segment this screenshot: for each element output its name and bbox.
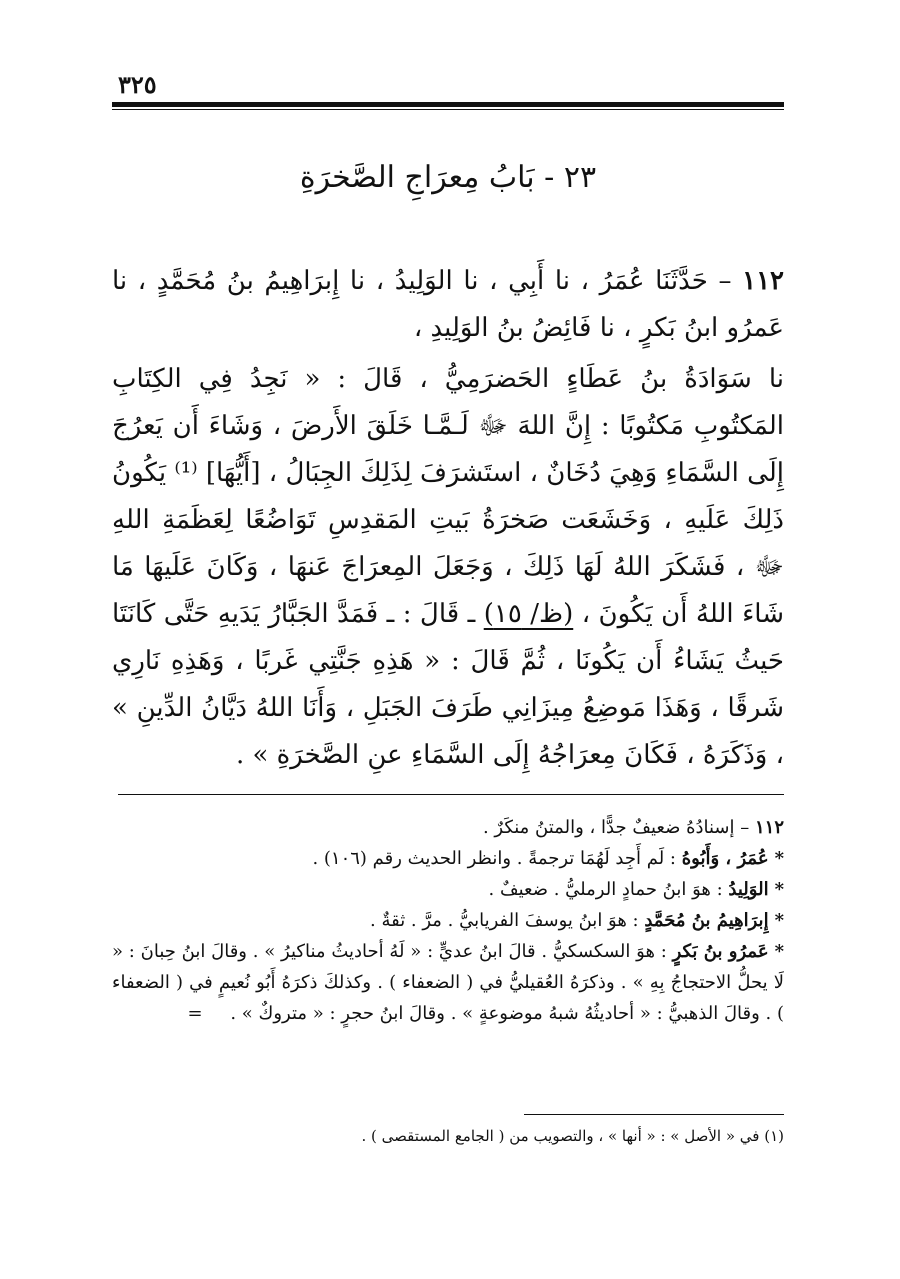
- notes-divider: [118, 794, 784, 795]
- chapter-number: ٢٣: [563, 160, 597, 195]
- hadith-dash: –: [707, 266, 732, 296]
- note-item: [112, 874, 784, 905]
- footnote-divider: [524, 1114, 784, 1115]
- hadith-body: [112, 258, 784, 779]
- note-item: [112, 936, 784, 1029]
- note-star: *: [774, 879, 784, 900]
- note-narrator-name: الوَلِيدُ: [728, 879, 769, 900]
- chapter-dash: -: [534, 160, 555, 195]
- hadith-text-paragraph: [112, 356, 784, 779]
- hadith-text-part2: ـ قَالَ : ـ فَمَدَّ الجَبَّارُ يَدَيهِ حَتَّى كَانَتَا حَيثُ يَشَاءُ أَن يَكُونَا ، ثُمَّ قَالَ : « هَذِهِ جَنَّتِي غَربًا ، وَهَذِهِ نَارِي شَرقًا ، وَهَذَا مَوضِعُ مِيزَانِي طَرَفَ الجَبَلِ ، وَأَنَا اللهُ دَيَّانُ الدِّينِ » ، وَذَكَرَهُ ، فَكَانَ مِعرَاجُهُ إِلَى السَّمَاءِ عنِ الصَّخرَةِ » .: [112, 599, 784, 770]
- note-dash: –: [734, 817, 750, 838]
- note-narrator-name: عَمرُو بنُ بَكرٍ: [672, 941, 769, 962]
- note-narrator-text: : هوَ ابنُ حمادٍ الرمليُّ . ضعيفٌ .: [488, 879, 723, 900]
- note-star: *: [774, 848, 784, 869]
- note-item: [112, 843, 784, 874]
- chapter-title: [112, 160, 784, 195]
- note-item: [112, 905, 784, 936]
- note-narrator-name: عُمَرُ ، وَأَبُوهُ: [681, 848, 769, 869]
- note-star: *: [774, 910, 784, 931]
- note-narrator-text: : هوَ ابنُ يوسفَ الفريابيُّ . مرَّ . ثقةٌ .: [370, 910, 639, 931]
- footnote: (١) في « الأصل » : « أنها » ، والتصويب من ( الجامع المستقصى ) .: [361, 1127, 784, 1145]
- continuation-mark: =: [187, 1003, 203, 1024]
- hadith-number: ١١٢: [742, 266, 785, 296]
- note-grade-line: [112, 812, 784, 843]
- commentary-notes: [112, 812, 784, 1029]
- note-star: *: [774, 941, 784, 962]
- manuscript-reference: (ظ/ ١٥): [483, 599, 574, 629]
- note-grade: إسنادُهُ ضعيفٌ جدًّا ، والمتنُ منكَرٌ .: [482, 817, 735, 838]
- hadith-chain: حَدَّثَنَا عُمَرُ ، نا أَبِي ، نا الوَلِيدُ ، نا إِبرَاهِيمُ بنُ مُحَمَّدٍ ، نا عَمرُو ابنُ بَكرٍ ، نا فَائِضُ بنُ الوَلِيدِ ،: [112, 266, 784, 343]
- note-narrator-text: : هوَ السكسكيُّ . قالَ ابنُ عديٍّ : « لَهُ أحاديثُ مناكيرُ » . وقالَ ابنُ حِبانَ : « لَا يحلُّ الاحتجاجُ بِهِ » . وذكرَهُ العُقيليُّ في ( الضعفاء ) . وكذلكَ ذكرَهُ أَبُو نُعيمٍ في ( الضعفاء ) . وقالَ الذهبيُّ : « أحاديثُهُ شبهُ موضوعةٍ » . وقالَ ابنُ حجرٍ : « متروكٌ » .: [112, 941, 784, 1024]
- note-narrator-text: : لَم أَجِد لَهُمَا ترجمةً . وانظر الحديث رقم (١٠٦) .: [312, 848, 676, 869]
- hadith-chain-paragraph: [112, 258, 784, 352]
- chapter-name: بَابُ مِعرَاجِ الصَّخرَةِ: [299, 160, 535, 195]
- page-number: ٣٢٥: [118, 70, 157, 99]
- hadith-text-part1: نا سَوَادَةُ بنُ عَطَاءٍ الحَضرَمِيُّ ، قَالَ : « نَجِدُ فِي الكِتَابِ المَكتُوبِ مَكتُوبًا : إِنَّ اللهَ ﷻ لَـمَّـا خَلَقَ الأَرضَ ، وَشَاءَ أَن يَعرُجَ إِلَى السَّمَاءِ وَهِيَ دُخَانٌ ، استَشرَفَ لِذَلِكَ الجِبَالُ ، [أَيُّهَا] ⁽¹⁾ يَكُونُ ذَلِكَ عَلَيهِ ، وَخَشَعَت صَخرَةُ بَيتِ المَقدِسِ تَوَاضُعًا لِعَظَمَةِ اللهِ ﷻ ، فَشَكَرَ اللهُ لَهَا ذَلِكَ ، وَجَعَلَ المِعرَاجَ عَنهَا ، وَكَانَ عَلَيهَا مَا شَاءَ اللهُ أَن يَكُونَ ،: [112, 364, 785, 629]
- note-narrator-name: إِبرَاهِيمُ بنُ مُحَمَّدٍ: [644, 910, 769, 931]
- header-rule: [112, 102, 784, 107]
- note-number: ١١٢: [754, 817, 784, 838]
